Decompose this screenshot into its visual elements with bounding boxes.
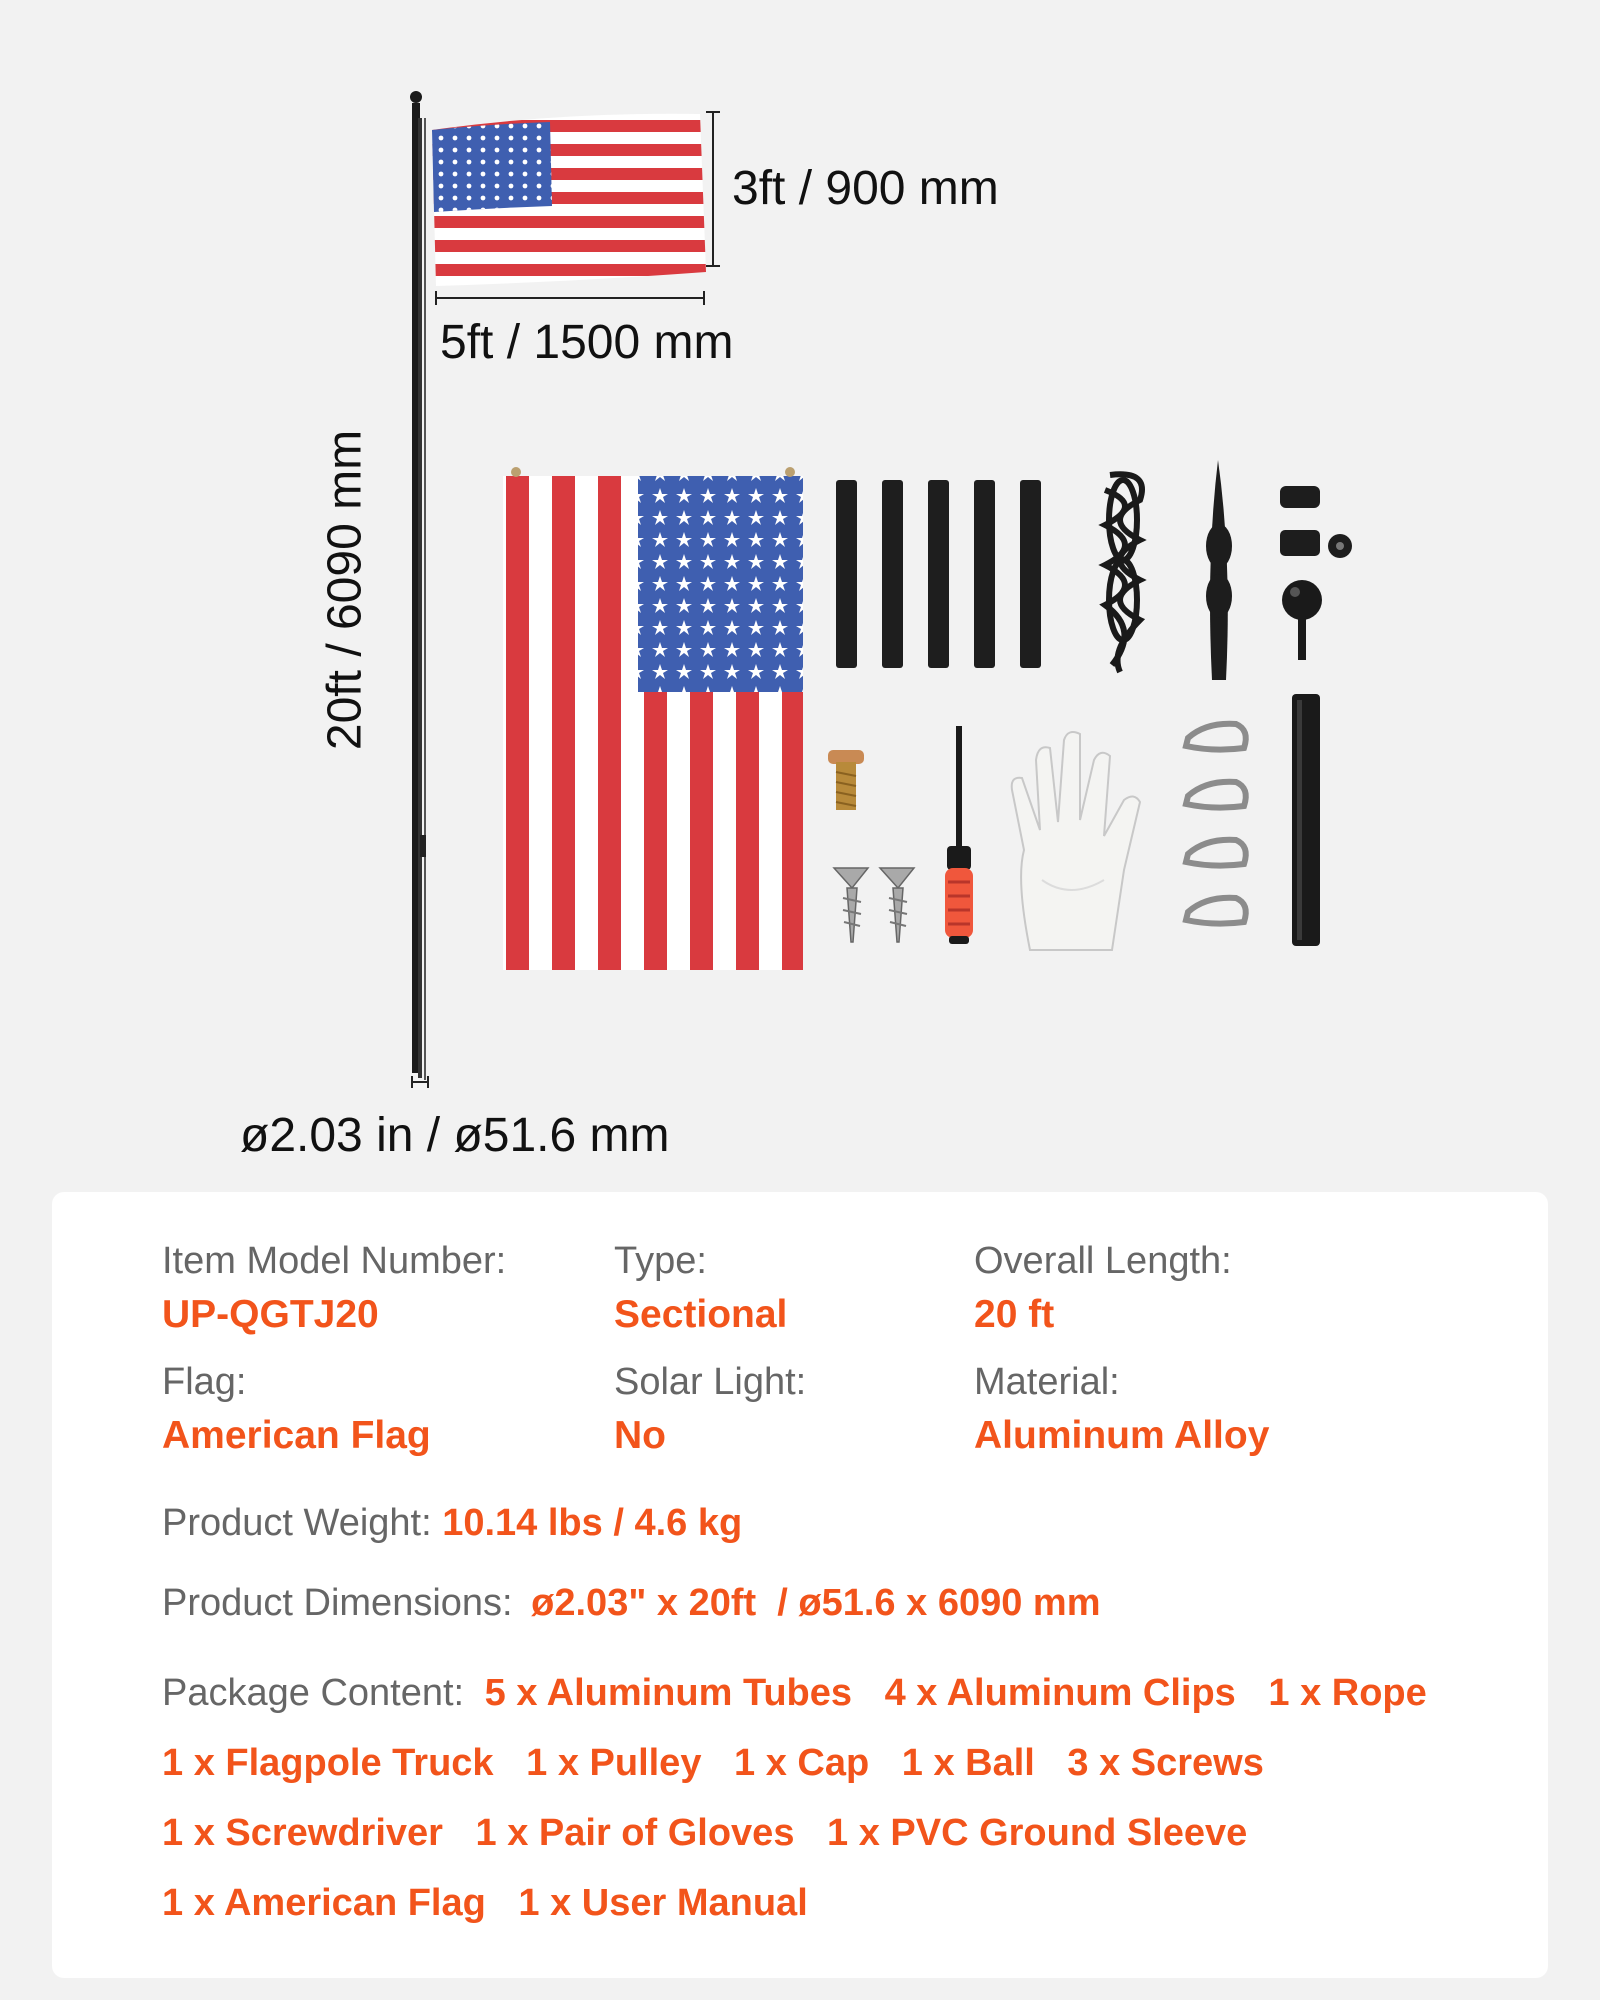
package-item: 1 x Pulley (526, 1742, 702, 1784)
package-row-4 (162, 1880, 830, 1926)
package-item: 1 x Screwdriver (162, 1812, 443, 1854)
cleat-icon (1206, 460, 1232, 680)
spec-length (974, 1238, 1394, 1338)
flag-height-dimension (706, 112, 720, 266)
spec-type-value: Sectional (614, 1293, 788, 1336)
glove-icon (1012, 732, 1140, 950)
package-item: 1 x Ball (901, 1742, 1035, 1784)
spec-solar (614, 1359, 1034, 1459)
package-label: Package Content: (162, 1672, 465, 1714)
package-item: 3 x Screws (1067, 1742, 1264, 1784)
spec-weight (162, 1500, 742, 1546)
spec-flag-value: American Flag (162, 1414, 431, 1457)
pole-diameter-label: ø2.03 in / ø51.6 mm (240, 1109, 670, 1162)
spec-type (614, 1238, 1034, 1338)
flagpole-icon (410, 91, 426, 1080)
pulley-icon (1280, 486, 1352, 558)
spec-material-label: Material: (974, 1361, 1120, 1403)
flag-width-label: 5ft / 1500 mm (440, 316, 734, 369)
spec-length-label: Overall Length: (974, 1240, 1232, 1282)
spec-weight-label: Product Weight: (162, 1502, 432, 1544)
package-row-1 (162, 1670, 1449, 1716)
spec-weight-value: 10.14 lbs / 4.6 kg (442, 1502, 743, 1544)
package-row-3 (162, 1810, 1269, 1856)
flag-width-dimension (436, 291, 704, 305)
specs-panel (52, 1192, 1548, 1978)
package-item: 1 x American Flag (162, 1882, 486, 1924)
spec-type-label: Type: (614, 1240, 707, 1282)
rope-icon (1105, 474, 1142, 672)
spec-model-value: UP-QGTJ20 (162, 1293, 379, 1336)
small-flag-icon (432, 114, 706, 286)
aluminum-tube-icon (836, 480, 1041, 668)
package-item: 1 x User Manual (518, 1882, 808, 1924)
spec-material-value: Aluminum Alloy (974, 1414, 1270, 1457)
ball-icon (1282, 580, 1322, 660)
spec-dimensions (162, 1580, 1101, 1626)
spec-flag (162, 1359, 582, 1459)
spec-model-label: Item Model Number: (162, 1240, 507, 1282)
spec-material (974, 1359, 1394, 1459)
ground-sleeve-icon (1292, 694, 1320, 946)
flag-height-label: 3ft / 900 mm (732, 162, 999, 215)
package-item: 1 x PVC Ground Sleeve (827, 1812, 1248, 1854)
clip-icon (1186, 724, 1246, 924)
package-item: 1 x Rope (1268, 1672, 1427, 1714)
package-item: 4 x Aluminum Clips (884, 1672, 1236, 1714)
spec-length-value: 20 ft (974, 1293, 1055, 1336)
spec-flag-label: Flag: (162, 1361, 247, 1403)
spec-dimensions-value: ø2.03" x 20ft / ø51.6 x 6090 mm (531, 1582, 1101, 1624)
bolt-icon (828, 750, 864, 810)
screwdriver-icon (945, 726, 973, 944)
package-item: 1 x Cap (734, 1742, 870, 1784)
spec-dimensions-label: Product Dimensions: (162, 1582, 513, 1624)
package-item: 5 x Aluminum Tubes (484, 1672, 853, 1714)
spec-solar-value: No (614, 1414, 666, 1457)
pole-height-label: 20ft / 6090 mm (318, 429, 372, 751)
package-item: 1 x Pair of Gloves (475, 1812, 795, 1854)
spec-model (162, 1238, 582, 1338)
spec-solar-label: Solar Light: (614, 1361, 807, 1403)
screw-icon (834, 868, 914, 942)
large-flag-icon (503, 467, 803, 970)
package-item: 1 x Flagpole Truck (162, 1742, 494, 1784)
package-row-2 (162, 1740, 1286, 1786)
